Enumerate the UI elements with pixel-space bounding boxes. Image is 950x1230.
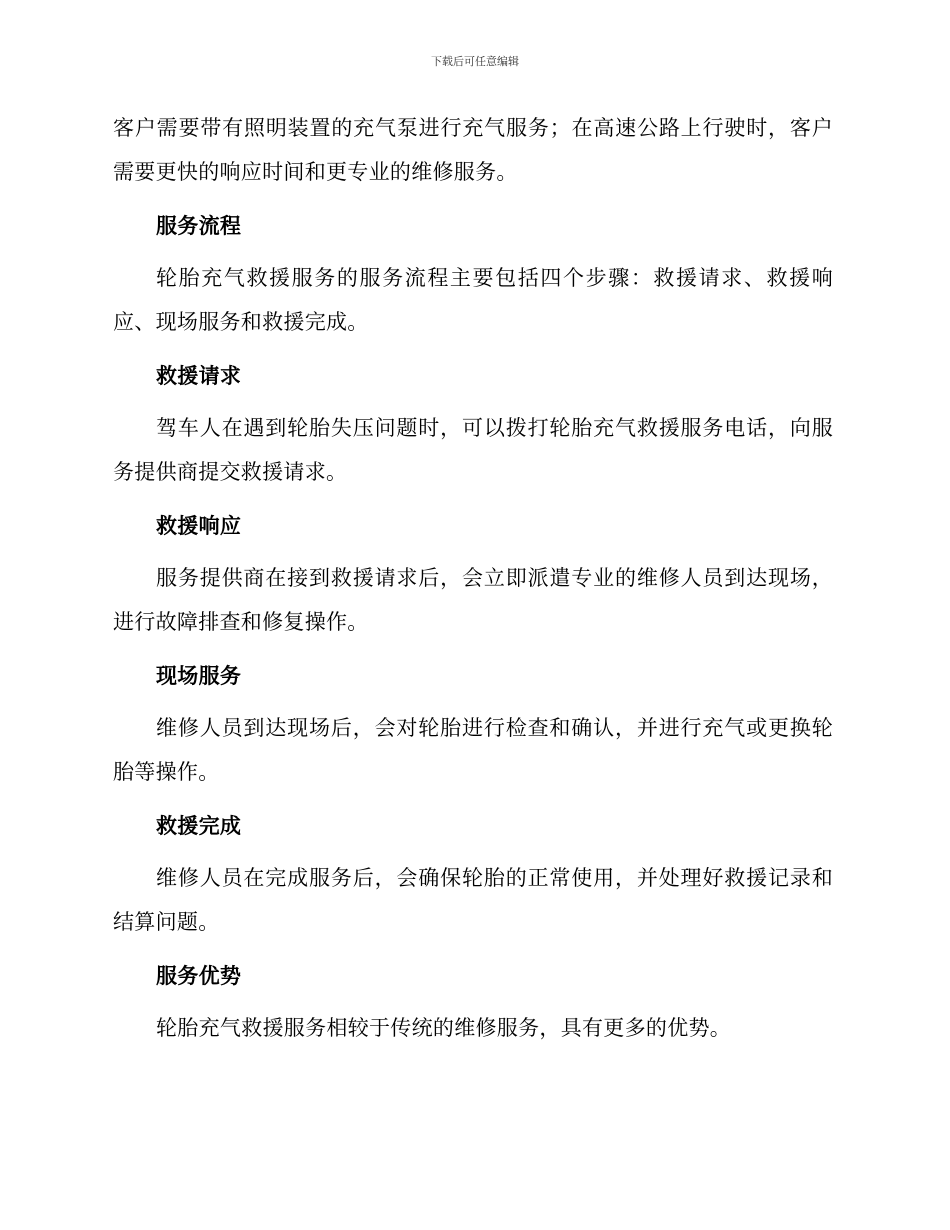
paragraph-service-advantages: 轮胎充气救援服务相较于传统的维修服务，具有更多的优势。 bbox=[156, 1016, 732, 1040]
section-heading-rescue-response: 救援响应 bbox=[156, 514, 242, 538]
paragraph-rescue-response: 服务提供商在接到救援请求后，会立即派遣专业的维修人员到达现场，进行故障排查和修复操作。 bbox=[113, 566, 833, 634]
section-heading-rescue-complete: 救援完成 bbox=[156, 814, 242, 838]
paragraph-intro-continued: 客户需要带有照明装置的充气泵进行充气服务；在高速公路上行驶时，客户需要更快的响应时间和更专业的维修服务。 bbox=[113, 116, 833, 184]
section-heading-rescue-request: 救援请求 bbox=[156, 364, 242, 388]
section-heading-service-advantages: 服务优势 bbox=[156, 964, 242, 988]
paragraph-onsite-service: 维修人员到达现场后，会对轮胎进行检查和确认，并进行充气或更换轮胎等操作。 bbox=[113, 716, 833, 784]
paragraph-service-process: 轮胎充气救援服务的服务流程主要包括四个步骤：救援请求、救援响应、现场服务和救援完成。 bbox=[113, 266, 833, 334]
section-heading-onsite-service: 现场服务 bbox=[156, 664, 242, 688]
paragraph-rescue-request: 驾车人在遇到轮胎失压问题时，可以拨打轮胎充气救援服务电话，向服务提供商提交救援请求。 bbox=[113, 416, 833, 484]
paragraph-rescue-complete: 维修人员在完成服务后，会确保轮胎的正常使用，并处理好救援记录和结算问题。 bbox=[113, 866, 833, 934]
section-heading-service-process: 服务流程 bbox=[156, 214, 242, 238]
header-note: 下载后可任意编辑 bbox=[431, 55, 519, 68]
document-body bbox=[113, 106, 833, 1060]
